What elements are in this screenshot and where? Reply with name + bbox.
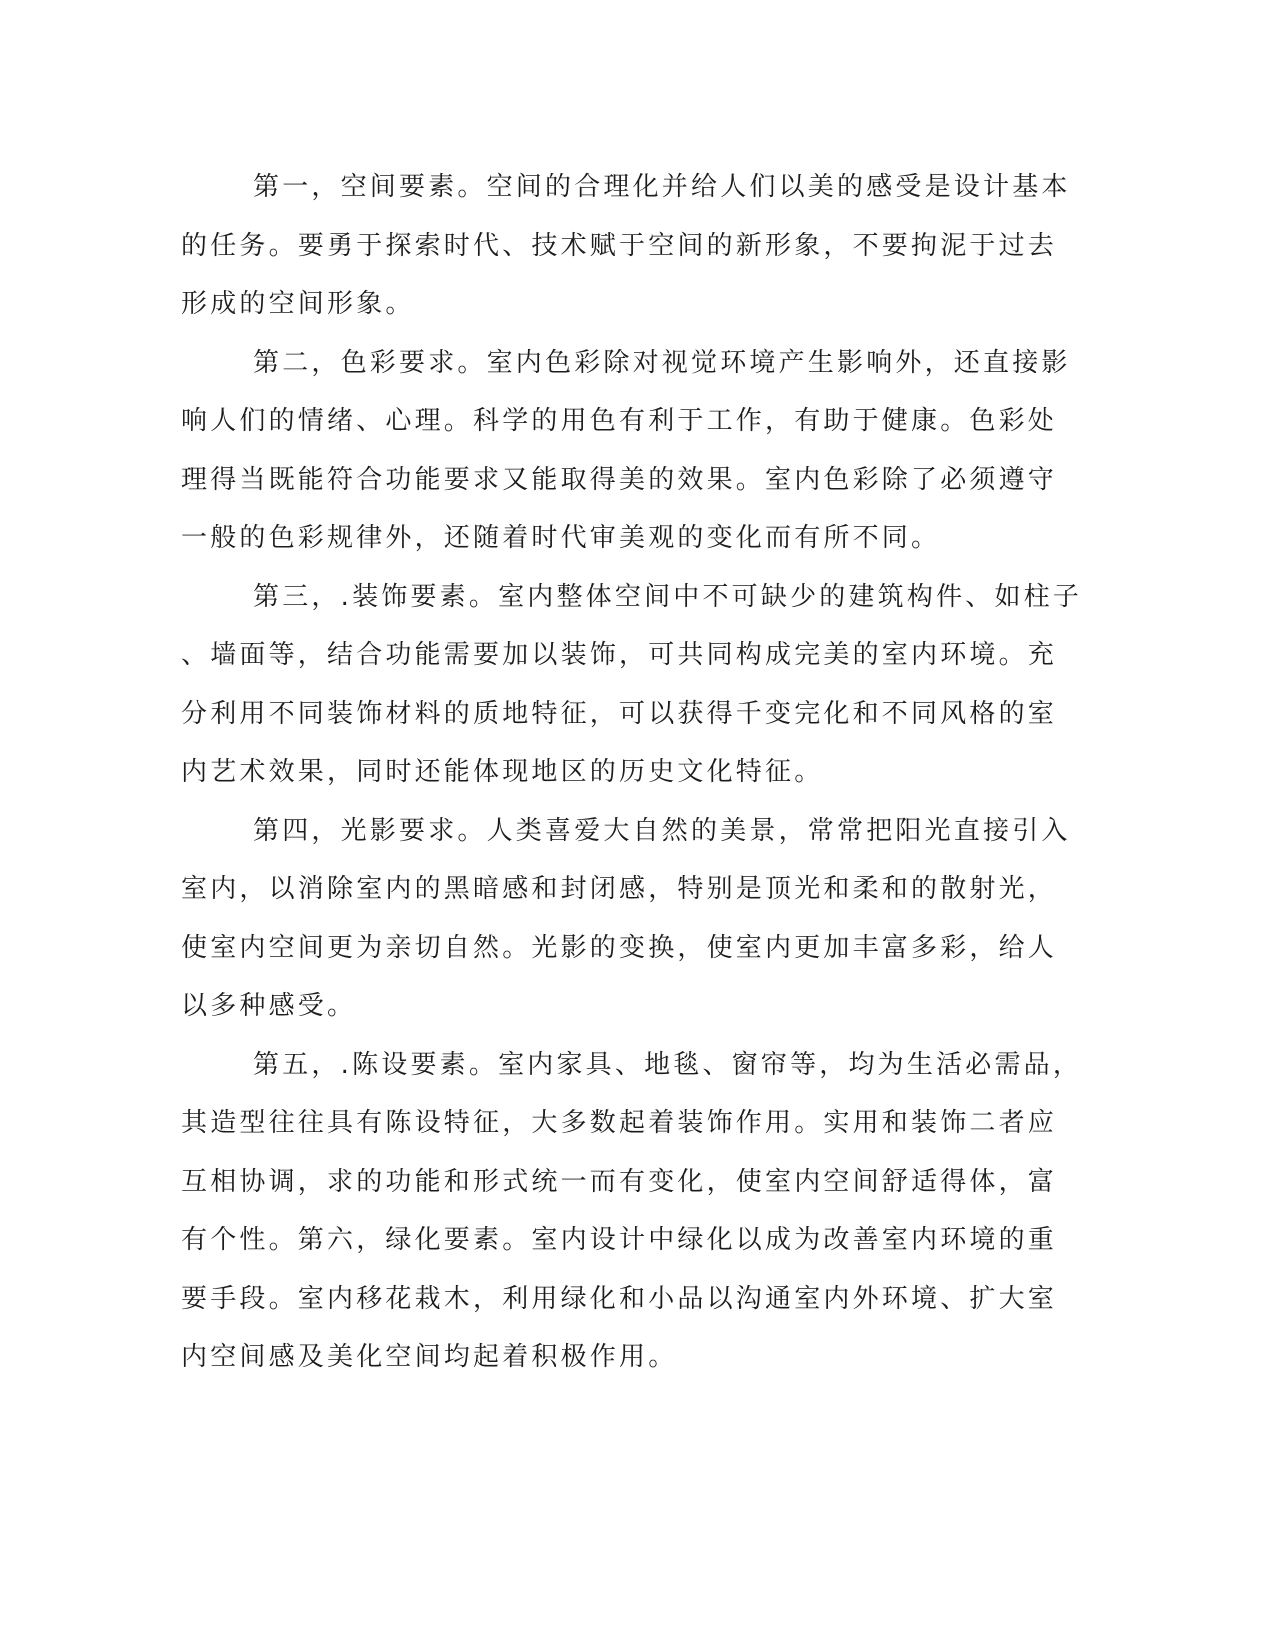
paragraph-furnishing-element xyxy=(181,1036,1083,1387)
text-line: 第四，光影要求。人类喜爱大自然的美景，常常把阳光直接引入 xyxy=(253,815,1071,846)
text-line: 内空间感及美化空间均起着积极作用。 xyxy=(181,1342,678,1372)
text-line: 以多种感受。 xyxy=(181,991,357,1021)
text-line: 、墙面等，结合功能需要加以装饰，可共同构成完美的室内环境。充 xyxy=(181,640,1058,670)
paragraph-decoration-element xyxy=(181,568,1083,802)
document-body xyxy=(181,158,1083,1387)
text-line: 要手段。室内移花栽木，利用绿化和小品以沟通室内外环境、扩大室 xyxy=(181,1283,1058,1314)
paragraph-space-element xyxy=(181,158,1071,334)
text-line: 其造型往往具有陈设特征，大多数起着装饰作用。实用和装饰二者应 xyxy=(181,1108,1058,1138)
paragraph-light-requirement xyxy=(181,802,1071,1036)
text-line: 一般的色彩规律外，还随着时代审美观的变化而有所不同。 xyxy=(181,523,941,553)
text-line: 第三，.装饰要素。室内整体空间中不可缺少的建筑构件、如柱子 xyxy=(253,581,1083,612)
text-line: 互相协调，求的功能和形式统一而有变化，使室内空间舒适得体，富 xyxy=(181,1166,1058,1197)
text-line: 室内，以消除室内的黑暗感和封闭感，特别是顶光和柔和的散射光， xyxy=(181,874,1058,904)
text-line: 的任务。要勇于探索时代、技术赋于空间的新形象，不要拘泥于过去 xyxy=(181,230,1058,261)
text-line: 第二，色彩要求。室内色彩除对视觉环境产生影响外，还直接影 xyxy=(253,347,1071,378)
text-line: 有个性。第六，绿化要素。室内设计中绿化以成为改善室内环境的重 xyxy=(181,1225,1058,1255)
text-line: 理得当既能符合功能要求又能取得美的效果。室内色彩除了必须遵守 xyxy=(181,464,1058,495)
text-line: 分利用不同装饰材料的质地特征，可以获得千变完化和不同风格的室 xyxy=(181,698,1058,729)
text-line: 响人们的情绪、心理。科学的用色有利于工作，有助于健康。色彩处 xyxy=(181,406,1058,436)
paragraph-color-requirement xyxy=(181,334,1071,568)
text-line: 内艺术效果，同时还能体现地区的历史文化特征。 xyxy=(181,757,824,787)
text-line: 第一，空间要素。空间的合理化并给人们以美的感受是设计基本 xyxy=(253,172,1071,202)
text-line: 使室内空间更为亲切自然。光影的变换，使室内更加丰富多彩，给人 xyxy=(181,932,1058,963)
text-line: 形成的空间形象。 xyxy=(181,289,415,319)
text-line: 第五，.陈设要素。室内家具、地毯、窗帘等，均为生活必需品， xyxy=(253,1049,1083,1080)
